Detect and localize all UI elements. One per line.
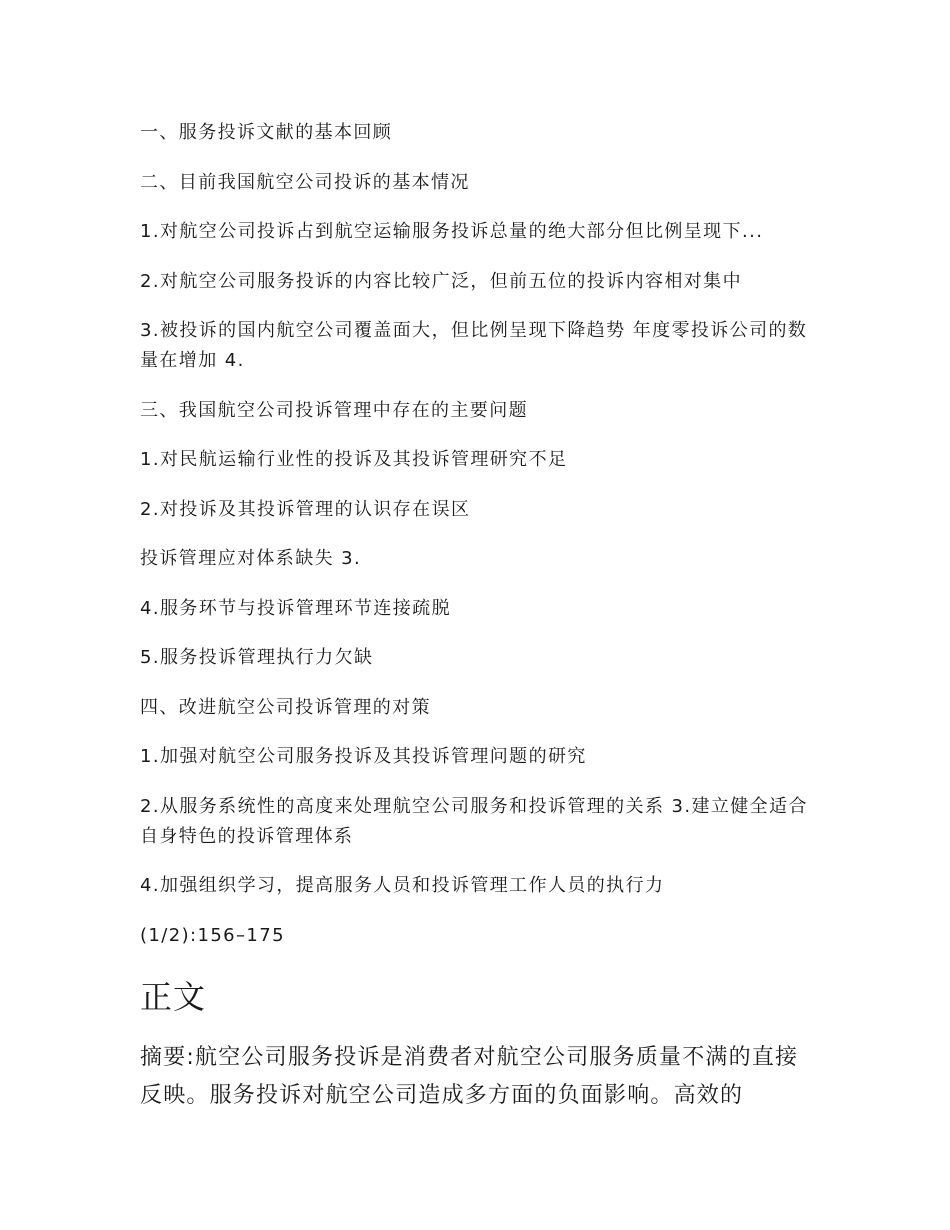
toc-item-3-5: 5.服务投诉管理执行力欠缺 bbox=[140, 647, 374, 668]
toc-item-4-2: 2.从服务系统性的高度来处理航空公司服务和投诉管理的关系 3.建立健全适合自身特色的投诉管理体系 bbox=[140, 795, 808, 847]
section-title: 正文 bbox=[140, 977, 207, 1016]
toc-item-3-4: 4.服务环节与投诉管理环节连接疏脱 bbox=[140, 597, 451, 619]
toc-item-3-3: 投诉管理应对体系缺失 3. bbox=[140, 548, 362, 569]
toc-item-3-1: 1.对民航运输行业性的投诉及其投诉管理研究不足 bbox=[140, 449, 568, 470]
toc-reference-range: (1/2):156–175 bbox=[140, 924, 285, 946]
document-page bbox=[140, 118, 812, 1115]
toc-heading-4: 四、改进航空公司投诉管理的对策 bbox=[140, 696, 431, 718]
toc-item-2-3: 3.被投诉的国内航空公司覆盖面大，但比例呈现下降趋势 年度零投诉公司的数量在增加 4. bbox=[140, 320, 808, 371]
toc-item-2-2: 2.对航空公司服务投诉的内容比较广泛，但前五位的投诉内容相对集中 bbox=[140, 270, 742, 292]
table-of-contents bbox=[140, 118, 812, 951]
toc-item-4-4: 4.加强组织学习，提高服务人员和投诉管理工作人员的执行力 bbox=[140, 875, 665, 896]
toc-item-2-1: 1.对航空公司投诉占到航空运输服务投诉总量的绝大部分但比例呈现下... bbox=[140, 221, 764, 242]
toc-heading-2: 二、目前我国航空公司投诉的基本情况 bbox=[140, 171, 470, 193]
toc-heading-3: 三、我国航空公司投诉管理中存在的主要问题 bbox=[140, 399, 528, 421]
toc-heading-1: 一、服务投诉文献的基本回顾 bbox=[140, 122, 393, 143]
toc-item-4-1: 1.加强对航空公司服务投诉及其投诉管理问题的研究 bbox=[140, 746, 587, 767]
toc-item-3-2: 2.对投诉及其投诉管理的认识存在误区 bbox=[140, 498, 471, 520]
abstract-paragraph: 摘要:航空公司服务投诉是消费者对航空公司服务质量不满的直接反映。服务投诉对航空公司造成多方面的负面影响。高效的 bbox=[140, 1044, 799, 1108]
